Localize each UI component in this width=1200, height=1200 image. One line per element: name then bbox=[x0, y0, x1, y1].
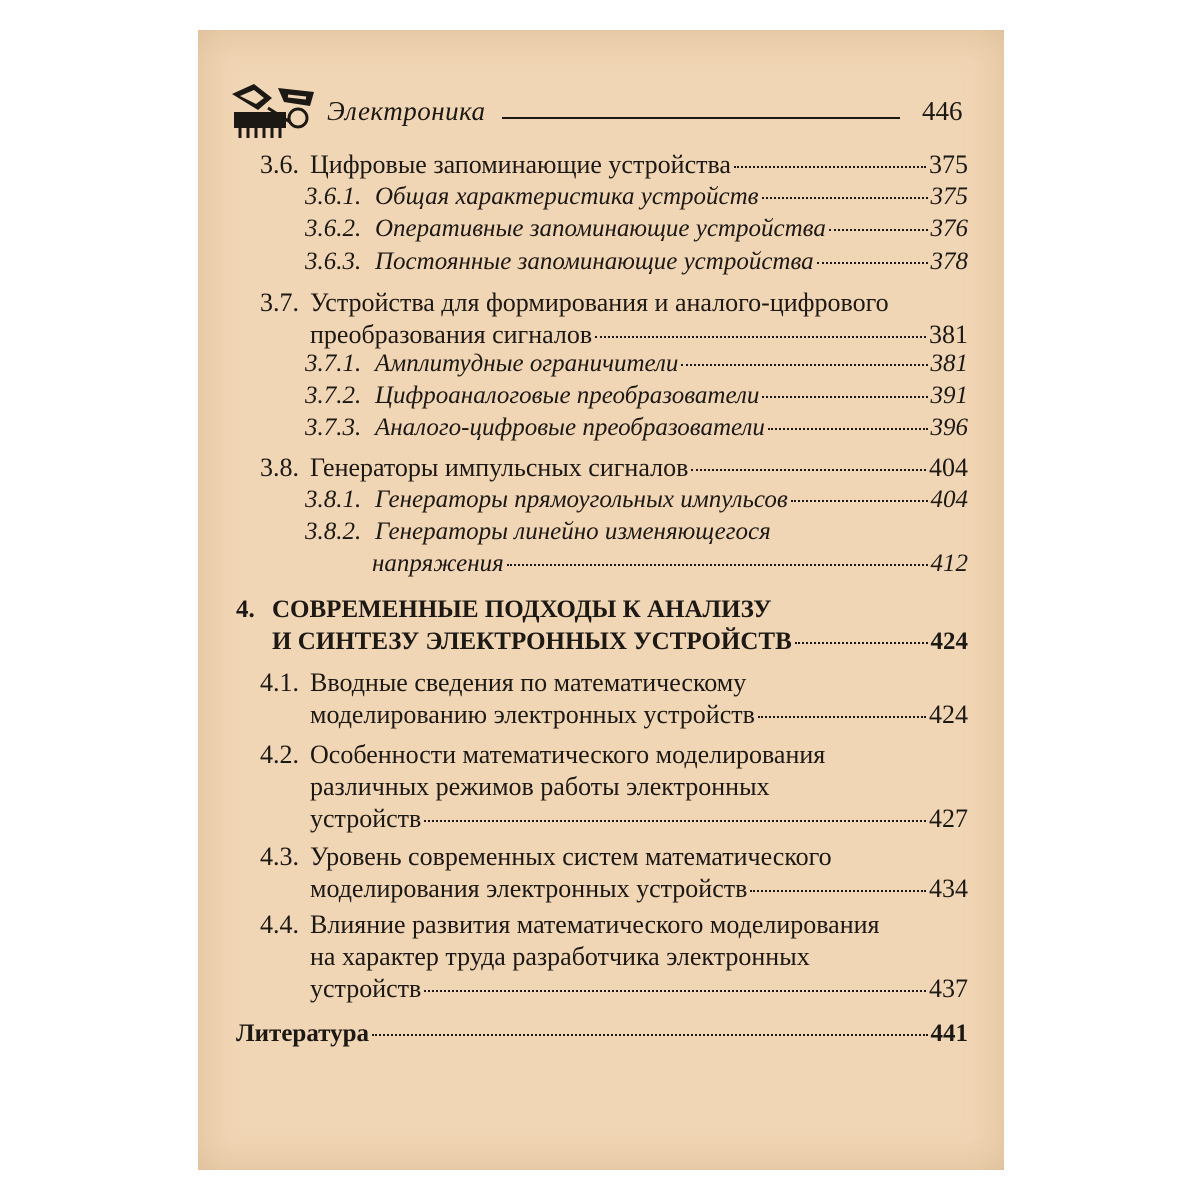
entry-title: Генераторы прямоугольных импульсов bbox=[375, 486, 788, 513]
entry-title-continued: на характер труда разработчика электронных bbox=[310, 942, 810, 971]
toc-entry bbox=[305, 414, 968, 442]
entry-number: 4.2. bbox=[260, 740, 299, 769]
entry-title: Цифроаналоговые преобразователи bbox=[375, 382, 760, 409]
entry-title-continued: моделирования электронных устройств bbox=[310, 874, 748, 903]
dot-leader bbox=[758, 716, 926, 718]
entry-page: 434 bbox=[929, 874, 968, 903]
entry-title-continued: устройств bbox=[310, 804, 422, 833]
toc-entry bbox=[372, 550, 968, 578]
entry-title-continued: моделированию электронных устройств bbox=[310, 700, 755, 729]
chapter-title-continued: И СИНТЕЗУ ЭЛЕКТРОННЫХ УСТРОЙСТВ bbox=[272, 628, 792, 655]
entry-page: 427 bbox=[929, 804, 968, 833]
dot-leader bbox=[762, 197, 928, 199]
entry-title-continued: преобразования сигналов bbox=[310, 320, 593, 349]
dot-leader bbox=[691, 469, 926, 471]
toc-entry bbox=[310, 804, 968, 834]
dot-leader bbox=[507, 564, 928, 566]
entry-title: Генераторы импульсных сигналов bbox=[310, 453, 689, 482]
toc-entry bbox=[310, 974, 968, 1004]
toc-entry-first-line bbox=[305, 518, 771, 546]
entry-page: 381 bbox=[929, 320, 968, 349]
entry-number: 3.8.1. bbox=[305, 486, 362, 513]
dot-leader bbox=[424, 820, 926, 822]
entry-page: 375 bbox=[930, 183, 968, 210]
dot-leader bbox=[681, 364, 927, 366]
entry-number: 4.4. bbox=[260, 910, 299, 939]
entry-number: 4.1. bbox=[260, 668, 299, 697]
references-entry bbox=[236, 1020, 968, 1048]
entry-number: 3.8.2. bbox=[305, 518, 362, 545]
entry-number: 3.6.1. bbox=[305, 183, 362, 210]
entry-number: 3.7. bbox=[260, 288, 299, 317]
electronics-logo-icon bbox=[228, 78, 320, 140]
entry-page: 396 bbox=[930, 414, 968, 441]
dot-leader bbox=[424, 990, 926, 992]
toc-entry-first-line bbox=[260, 740, 825, 770]
header-rule bbox=[502, 117, 900, 119]
entry-title-continued: различных режимов работы электронных bbox=[310, 772, 770, 801]
entry-page: 441 bbox=[930, 1020, 968, 1047]
entry-title: Общая характеристика устройств bbox=[375, 183, 759, 210]
dot-leader bbox=[795, 642, 928, 644]
entry-title: Цифровые запоминающие устройства bbox=[310, 150, 731, 179]
toc-entry-first-line bbox=[260, 842, 832, 872]
entry-page: 424 bbox=[929, 700, 968, 729]
entry-title: Вводные сведения по математическому bbox=[310, 668, 747, 697]
entry-title: Генераторы линейно изменяющегося bbox=[375, 518, 771, 545]
entry-title: Уровень современных систем математического bbox=[310, 842, 832, 871]
entry-title-continued: напряжения bbox=[372, 550, 504, 577]
dot-leader bbox=[372, 1034, 927, 1036]
entry-page: 404 bbox=[929, 453, 968, 482]
page-number: 446 bbox=[922, 96, 963, 126]
entry-number: 3.7.2. bbox=[305, 382, 362, 409]
entry-page: 381 bbox=[930, 350, 968, 377]
entry-title: Особенности математического моделирования bbox=[310, 740, 826, 769]
entry-title: Постоянные запоминающие устройства bbox=[375, 248, 814, 275]
toc-entry bbox=[260, 453, 968, 483]
entry-page: 375 bbox=[929, 150, 968, 179]
dot-leader bbox=[817, 262, 928, 264]
chapter-title: СОВРЕМЕННЫЕ ПОДХОДЫ К АНАЛИЗУ bbox=[272, 596, 772, 623]
toc-entry bbox=[305, 486, 968, 514]
toc-entry bbox=[305, 183, 968, 211]
entry-page: 437 bbox=[929, 974, 968, 1003]
entry-page: 378 bbox=[930, 248, 968, 275]
entry-number: 4.3. bbox=[260, 842, 299, 871]
entry-page: 404 bbox=[930, 486, 968, 513]
entry-title-continued: устройств bbox=[310, 974, 422, 1003]
dot-leader bbox=[829, 229, 928, 231]
dot-leader bbox=[750, 890, 926, 892]
entry-title: Оперативные запоминающие устройства bbox=[375, 215, 826, 242]
dot-leader bbox=[791, 500, 928, 502]
toc-entry bbox=[310, 320, 968, 350]
toc-entry bbox=[310, 874, 968, 904]
entry-page: 412 bbox=[930, 550, 968, 577]
entry-title: Амплитудные ограничители bbox=[375, 350, 679, 377]
toc-entry bbox=[260, 150, 968, 180]
toc-entry bbox=[310, 700, 968, 730]
toc-entry bbox=[305, 215, 968, 243]
toc-entry-first-line bbox=[260, 910, 880, 940]
dot-leader bbox=[734, 166, 926, 168]
chapter-heading-first-line bbox=[236, 596, 772, 624]
entry-number: 3.6. bbox=[260, 150, 299, 179]
entry-number: 3.6.2. bbox=[305, 215, 362, 242]
entry-number: 3.7.1. bbox=[305, 350, 362, 377]
toc-entry-first-line bbox=[260, 668, 746, 698]
dot-leader bbox=[595, 336, 926, 338]
toc-entry bbox=[305, 350, 968, 378]
dot-leader bbox=[762, 396, 927, 398]
entry-title: Влияние развития математического моделирования bbox=[310, 910, 880, 939]
dot-leader bbox=[768, 428, 928, 430]
entry-page: 391 bbox=[930, 382, 968, 409]
toc-entry bbox=[305, 382, 968, 410]
entry-page: 376 bbox=[930, 215, 968, 242]
entry-title: Устройства для формирования и аналого-цифрового bbox=[310, 288, 889, 317]
entry-title: Аналого-цифровые преобразователи bbox=[375, 414, 765, 441]
entry-number: 3.6.3. bbox=[305, 248, 362, 275]
toc-entry bbox=[305, 248, 968, 276]
entry-number: 3.7.3. bbox=[305, 414, 362, 441]
chapter-number: 4. bbox=[236, 596, 255, 623]
entry-page: 424 bbox=[930, 628, 968, 655]
chapter-entry bbox=[272, 628, 968, 656]
running-header-title: Электроника bbox=[327, 96, 486, 126]
toc-entry-first-line bbox=[260, 288, 889, 318]
entry-number: 3.8. bbox=[260, 453, 299, 482]
entry-title: Литература bbox=[236, 1020, 370, 1047]
